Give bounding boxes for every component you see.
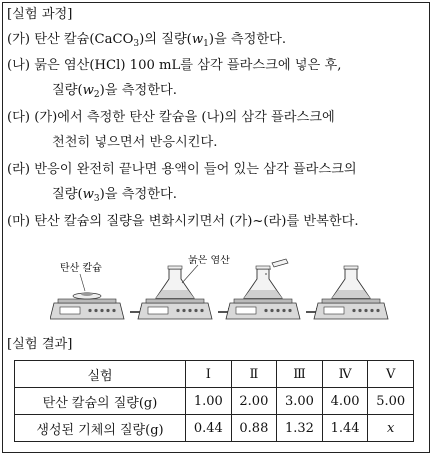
step-ma-label: (마) [7, 214, 31, 229]
step-ga-label: (가) [7, 32, 31, 47]
step-1-scale [50, 292, 124, 319]
table-header-cell: Ⅲ [277, 361, 323, 388]
step-ra-line2: 질량$(w_3)$을 측정한다. [52, 187, 177, 204]
table-header-cell: 실험 [15, 361, 186, 388]
step-4-scale [314, 266, 388, 319]
step-2-scale [138, 266, 212, 319]
table-cell: 1.32 [277, 415, 323, 442]
label-hcl: 묽은 염산 [188, 255, 230, 266]
table-cell: 4.00 [322, 388, 368, 415]
table-row [15, 388, 414, 415]
procedure-header: [실험 과정] [7, 7, 73, 22]
step-da-label: (다) [7, 110, 31, 125]
step-da-line1: (다) (가)에서 측정한 탄산 칼슘을 (나)의 삼각 플라스크에 [7, 110, 335, 125]
table-cell: 3.00 [277, 388, 323, 415]
table-header-cell: Ⅱ [231, 361, 277, 388]
step-na-line1: (나) 묽은 염산(HCl) 100 mL를 삼각 플라스크에 넣은 후, [7, 58, 342, 73]
table-cell: 0.88 [231, 415, 277, 442]
label-caco3: 탄산 칼슘 [60, 263, 102, 274]
table-cell: 0.44 [186, 415, 232, 442]
table-cell: 2.00 [231, 388, 277, 415]
step-ra-line1: (라) 반응이 완전히 끝나면 용액이 들어 있는 삼각 플라스크의 [7, 162, 357, 177]
table-header-cell: Ⅳ [322, 361, 368, 388]
table-header-row [15, 361, 414, 388]
table-cell: 5.00 [368, 388, 414, 415]
step-na-line2: 질량$(w_2)$을 측정한다. [52, 83, 177, 100]
table-cell: x [368, 415, 414, 442]
results-header: [실험 결과] [7, 337, 73, 352]
step-ma: (마) 탄산 칼슘의 질량을 변화시키면서 (가)~(라)를 반복한다. [7, 214, 359, 229]
step-na-label: (나) [7, 58, 31, 73]
step-ra-label: (라) [7, 162, 31, 177]
results-table [14, 360, 414, 442]
experiment-illustration [50, 255, 390, 327]
table-header-cell: Ⅰ [186, 361, 232, 388]
step-3-scale [226, 259, 300, 319]
row-label: 생성된 기체의 질량(g) [15, 415, 186, 442]
table-cell: 1.00 [186, 388, 232, 415]
row-label: 탄산 칼슘의 질량(g) [15, 388, 186, 415]
table-row [15, 415, 414, 442]
step-ga: (가) 탄산 칼슘(CaCO$_3$)의 질량$(w_1)$을 측정한다. [7, 32, 287, 49]
table-header-cell: Ⅴ [368, 361, 414, 388]
step-da-line2: 천천히 넣으면서 반응시킨다. [52, 135, 218, 150]
table-cell: 1.44 [322, 415, 368, 442]
